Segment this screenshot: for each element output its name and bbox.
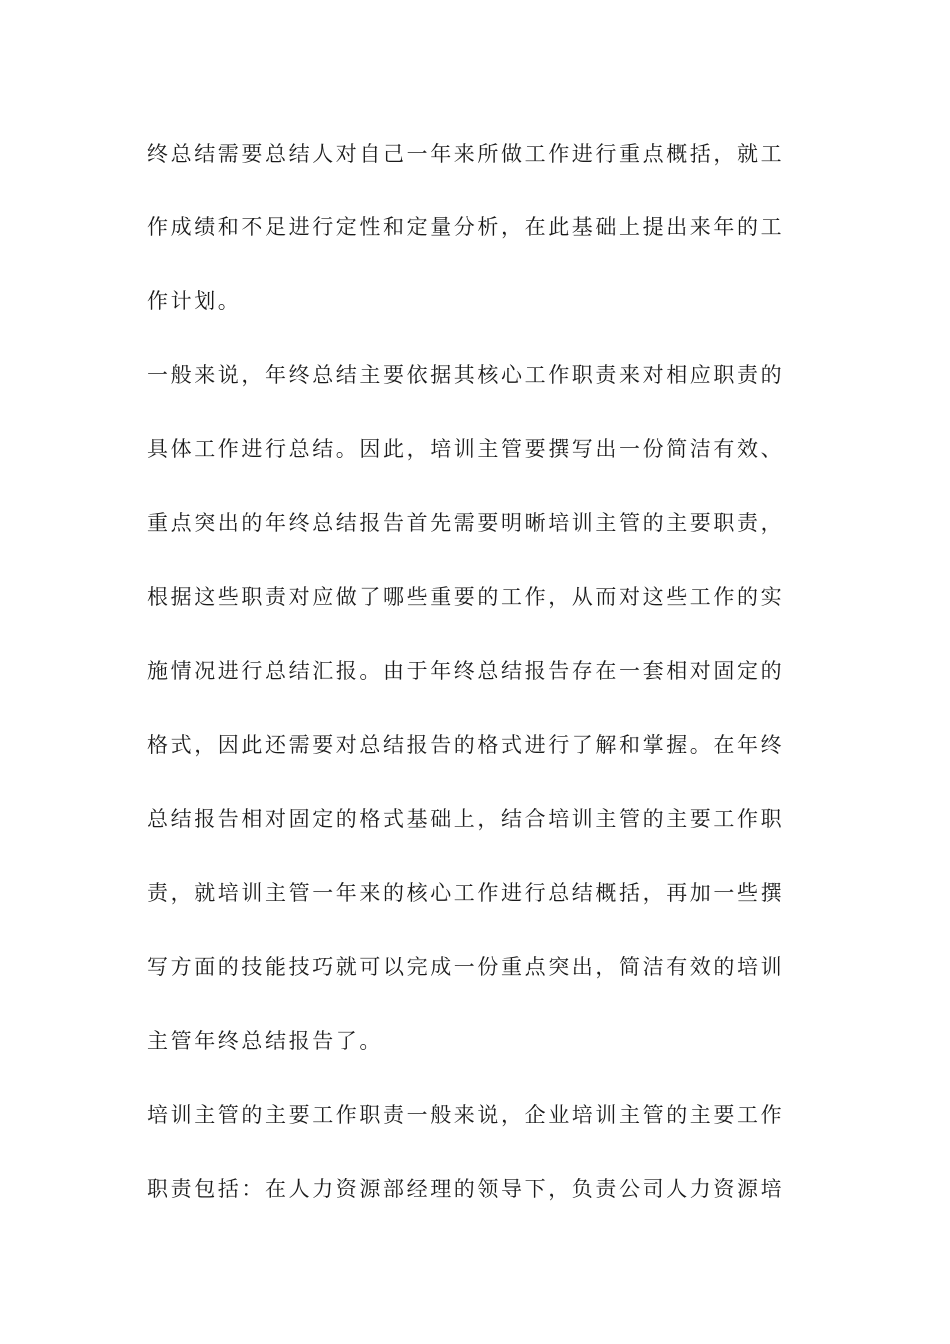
text-line: 总结报告相对固定的格式基础上，结合培训主管的主要工作职 (147, 807, 785, 831)
text-line: 格式，因此还需要对总结报告的格式进行了解和掌握。在年终 (147, 733, 785, 757)
text-line: 具体工作进行总结。因此，培训主管要撰写出一份简洁有效、 (147, 437, 785, 461)
text-line: 作计划。 (147, 289, 242, 313)
text-line: 作成绩和不足进行定性和定量分析，在此基础上提出来年的工 (147, 215, 785, 239)
text-line: 一般来说，年终总结主要依据其核心工作职责来对相应职责的 (147, 363, 785, 387)
text-line: 主管年终总结报告了。 (147, 1029, 383, 1053)
text-line: 终总结需要总结人对自己一年来所做工作进行重点概括，就工 (147, 142, 785, 166)
text-line: 重点突出的年终总结报告首先需要明晰培训主管的主要职责， (147, 511, 785, 535)
text-line: 根据这些职责对应做了哪些重要的工作，从而对这些工作的实 (147, 585, 785, 609)
text-line: 施情况进行总结汇报。由于年终总结报告存在一套相对固定的 (147, 659, 785, 683)
text-line: 写方面的技能技巧就可以完成一份重点突出，简洁有效的培训 (147, 955, 785, 979)
text-line: 职责包括：在人力资源部经理的领导下，负责公司人力资源培 (147, 1177, 785, 1201)
text-line: 培训主管的主要工作职责一般来说，企业培训主管的主要工作 (147, 1103, 785, 1127)
text-line: 责，就培训主管一年来的核心工作进行总结概括，再加一些撰 (147, 881, 785, 905)
